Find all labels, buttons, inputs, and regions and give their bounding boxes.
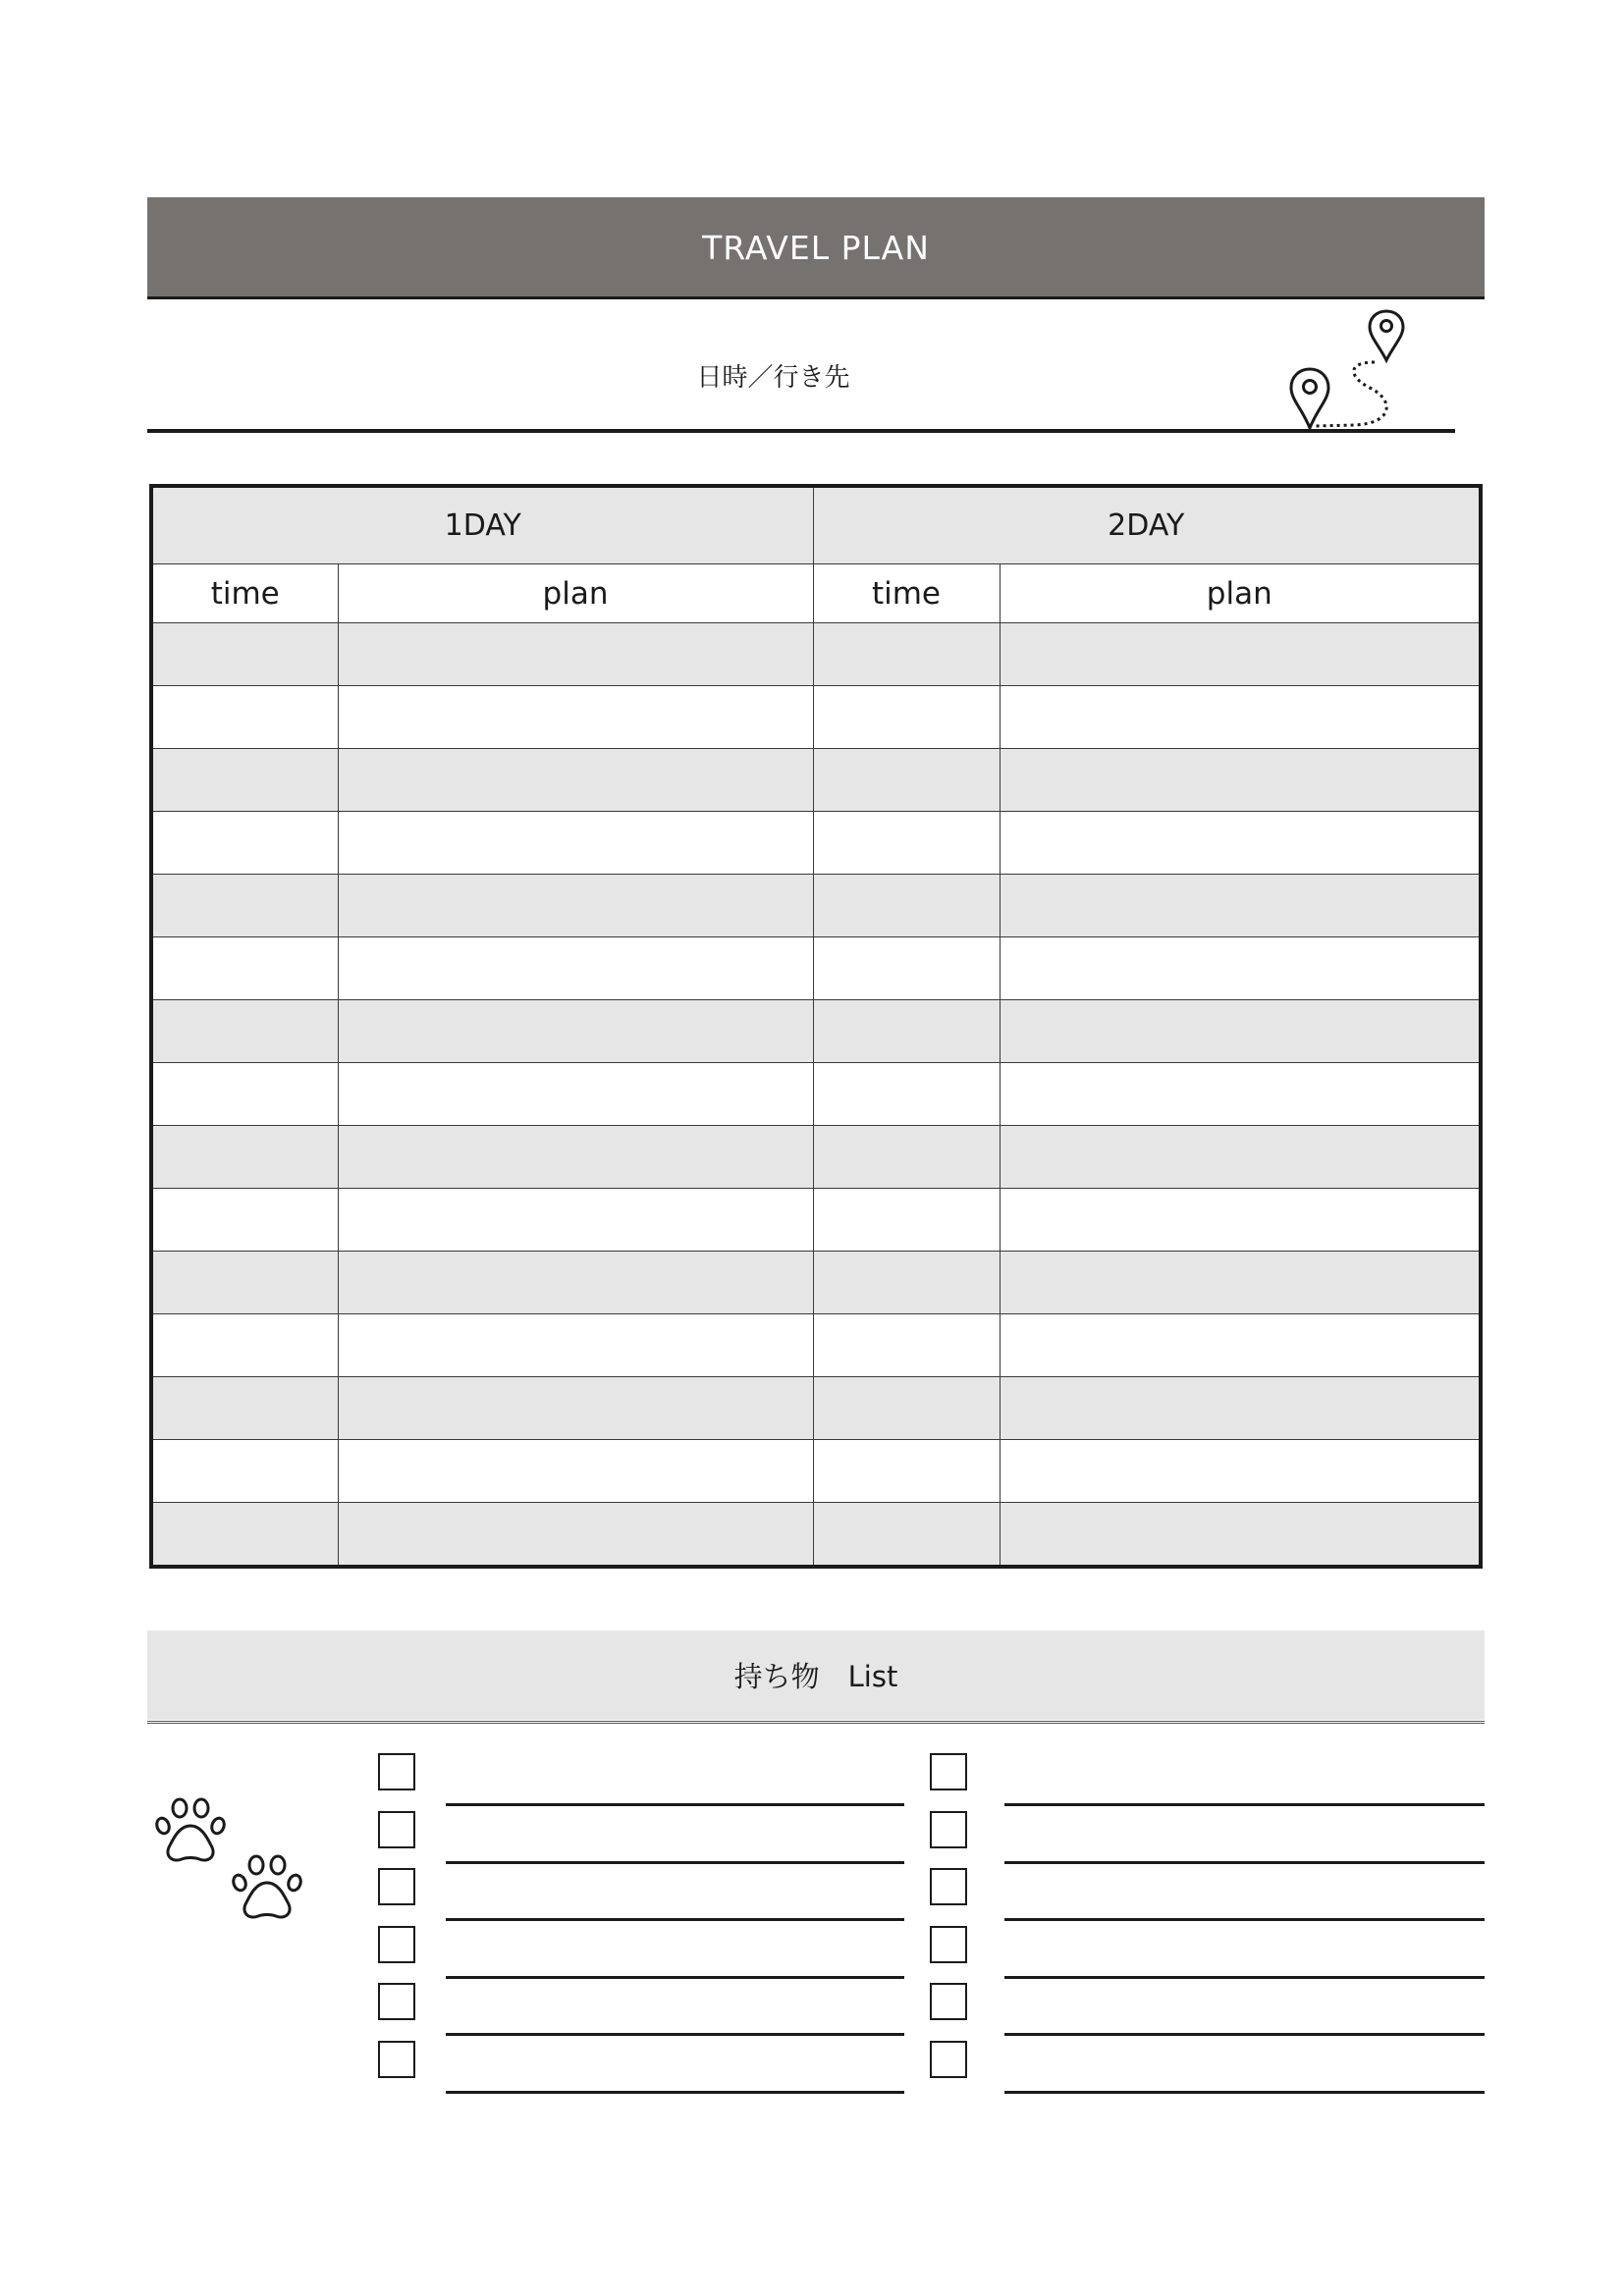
day-2-plan-cell[interactable] — [1000, 749, 1481, 812]
day-2-time-cell[interactable] — [813, 749, 1000, 812]
day-2-time-cell[interactable] — [813, 1063, 1000, 1126]
day-1-plan-cell[interactable] — [338, 686, 813, 749]
packing-item-line[interactable] — [1004, 1918, 1485, 1921]
day-2-time-cell[interactable] — [813, 1503, 1000, 1568]
day-1-plan-cell[interactable] — [338, 1440, 813, 1503]
day-1-time-cell[interactable] — [151, 749, 338, 812]
packing-list-title: 持ち物 List — [733, 1660, 898, 1693]
day-2-plan-cell[interactable] — [1000, 1314, 1481, 1377]
day-1-time-cell[interactable] — [151, 1440, 338, 1503]
day-2-plan-cell[interactable] — [1000, 686, 1481, 749]
day-1-plan-cell[interactable] — [338, 812, 813, 875]
date-destination-line[interactable] — [147, 429, 1455, 433]
day-2-time-cell[interactable] — [813, 1252, 1000, 1314]
paw-icon — [155, 1799, 227, 1860]
day-2-plan-cell[interactable] — [1000, 1126, 1481, 1189]
packing-checkbox[interactable] — [930, 1868, 967, 1905]
day-2-time-cell[interactable] — [813, 1126, 1000, 1189]
location-pin-icon — [1370, 311, 1403, 360]
packing-item-line[interactable] — [446, 2033, 904, 2036]
day-2-time-cell[interactable] — [813, 875, 1000, 937]
day-2-time-cell[interactable] — [813, 937, 1000, 1000]
packing-checkbox[interactable] — [378, 1811, 415, 1848]
day-2-plan-cell[interactable] — [1000, 1440, 1481, 1503]
schedule-row — [151, 1000, 1481, 1063]
packing-checkbox[interactable] — [378, 2041, 415, 2078]
day-1-time-cell[interactable] — [151, 1503, 338, 1568]
day-2-plan-cell[interactable] — [1000, 1377, 1481, 1440]
packing-item-line[interactable] — [446, 1918, 904, 1921]
schedule-row — [151, 623, 1481, 686]
day-2-time-cell[interactable] — [813, 812, 1000, 875]
packing-checkbox[interactable] — [378, 1868, 415, 1905]
day-1-time-cell[interactable] — [151, 1377, 338, 1440]
day-1-time-cell[interactable] — [151, 1314, 338, 1377]
packing-item-line[interactable] — [1004, 1861, 1485, 1864]
schedule-row — [151, 1063, 1481, 1126]
packing-checkbox[interactable] — [930, 1926, 967, 1963]
packing-checkbox[interactable] — [930, 1811, 967, 1848]
day-1-time-header: time — [151, 564, 338, 623]
page-title — [147, 197, 1485, 297]
page-title-text: TRAVEL PLAN — [702, 228, 930, 267]
packing-item-line[interactable] — [1004, 2033, 1485, 2036]
packing-list-divider — [147, 1721, 1485, 1724]
day-1-plan-cell[interactable] — [338, 1377, 813, 1440]
date-destination-label: 日時／行き先 — [696, 363, 850, 393]
day-2-plan-cell[interactable] — [1000, 812, 1481, 875]
schedule-row — [151, 1252, 1481, 1314]
day-1-plan-cell[interactable] — [338, 1252, 813, 1314]
location-pin-icon — [1291, 369, 1328, 428]
day-1-time-cell[interactable] — [151, 937, 338, 1000]
day-1-plan-cell[interactable] — [338, 1000, 813, 1063]
day-2-header: 2DAY — [813, 486, 1481, 564]
day-1-time-cell[interactable] — [151, 1000, 338, 1063]
day-2-time-cell[interactable] — [813, 1000, 1000, 1063]
day-2-time-cell[interactable] — [813, 1314, 1000, 1377]
day-1-header: 1DAY — [151, 486, 813, 564]
packing-item-line[interactable] — [1004, 2091, 1485, 2094]
day-1-plan-cell[interactable] — [338, 937, 813, 1000]
day-1-time-cell[interactable] — [151, 875, 338, 937]
schedule-row — [151, 1314, 1481, 1377]
day-2-plan-cell[interactable] — [1000, 1000, 1481, 1063]
packing-item-line[interactable] — [1004, 1803, 1485, 1806]
schedule-row — [151, 1440, 1481, 1503]
schedule-row — [151, 1189, 1481, 1252]
day-1-time-cell[interactable] — [151, 623, 338, 686]
day-2-time-cell[interactable] — [813, 686, 1000, 749]
schedule-row — [151, 1503, 1481, 1568]
schedule-row — [151, 1126, 1481, 1189]
day-2-plan-cell[interactable] — [1000, 1252, 1481, 1314]
schedule-row — [151, 686, 1481, 749]
schedule-row — [151, 875, 1481, 937]
day-2-plan-cell[interactable] — [1000, 1189, 1481, 1252]
schedule-row — [151, 1377, 1481, 1440]
day-header-row — [151, 486, 1481, 564]
day-1-plan-cell[interactable] — [338, 875, 813, 937]
packing-checkbox[interactable] — [378, 1983, 415, 2020]
paw-prints-icon — [152, 1796, 319, 1944]
title-divider — [147, 296, 1485, 299]
day-1-time-cell[interactable] — [151, 1189, 338, 1252]
day-1-time-cell[interactable] — [151, 1063, 338, 1126]
day-1-plan-cell[interactable] — [338, 749, 813, 812]
day-1-time-cell[interactable] — [151, 1252, 338, 1314]
day-2-plan-cell[interactable] — [1000, 1063, 1481, 1126]
day-2-time-cell[interactable] — [813, 623, 1000, 686]
packing-item-line[interactable] — [446, 2091, 904, 2094]
schedule-row — [151, 812, 1481, 875]
packing-item-line[interactable] — [446, 1803, 904, 1806]
day-1-plan-cell[interactable] — [338, 1314, 813, 1377]
day-2-time-cell[interactable] — [813, 1189, 1000, 1252]
packing-list-header — [147, 1630, 1485, 1720]
day-2-time-cell[interactable] — [813, 1377, 1000, 1440]
packing-checkbox[interactable] — [378, 1753, 415, 1790]
day-2-time-header: time — [813, 564, 1000, 623]
day-1-plan-cell[interactable] — [338, 623, 813, 686]
schedule-row — [151, 937, 1481, 1000]
day-2-plan-cell[interactable] — [1000, 1503, 1481, 1568]
day-2-plan-cell[interactable] — [1000, 937, 1481, 1000]
day-1-plan-header: plan — [338, 564, 813, 623]
day-1-plan-cell[interactable] — [338, 1126, 813, 1189]
day-1-plan-cell[interactable] — [338, 1503, 813, 1568]
day-1-time-cell[interactable] — [151, 812, 338, 875]
day-1-time-cell[interactable] — [151, 1126, 338, 1189]
paw-icon — [232, 1856, 303, 1917]
schedule-row — [151, 749, 1481, 812]
packing-item-line[interactable] — [446, 1861, 904, 1864]
packing-checkbox[interactable] — [930, 1983, 967, 2020]
packing-checkbox[interactable] — [930, 2041, 967, 2078]
packing-checkbox[interactable] — [930, 1753, 967, 1790]
day-2-plan-cell[interactable] — [1000, 875, 1481, 937]
day-1-time-cell[interactable] — [151, 686, 338, 749]
day-1-plan-cell[interactable] — [338, 1189, 813, 1252]
day-2-plan-header: plan — [1000, 564, 1481, 623]
day-2-plan-cell[interactable] — [1000, 623, 1481, 686]
packing-item-line[interactable] — [1004, 1976, 1485, 1979]
packing-item-line[interactable] — [446, 1976, 904, 1979]
day-2-time-cell[interactable] — [813, 1440, 1000, 1503]
day-1-plan-cell[interactable] — [338, 1063, 813, 1126]
map-route-icon — [1276, 307, 1414, 435]
packing-checkbox[interactable] — [378, 1926, 415, 1963]
schedule-table — [149, 484, 1483, 1569]
column-header-row — [151, 564, 1481, 623]
